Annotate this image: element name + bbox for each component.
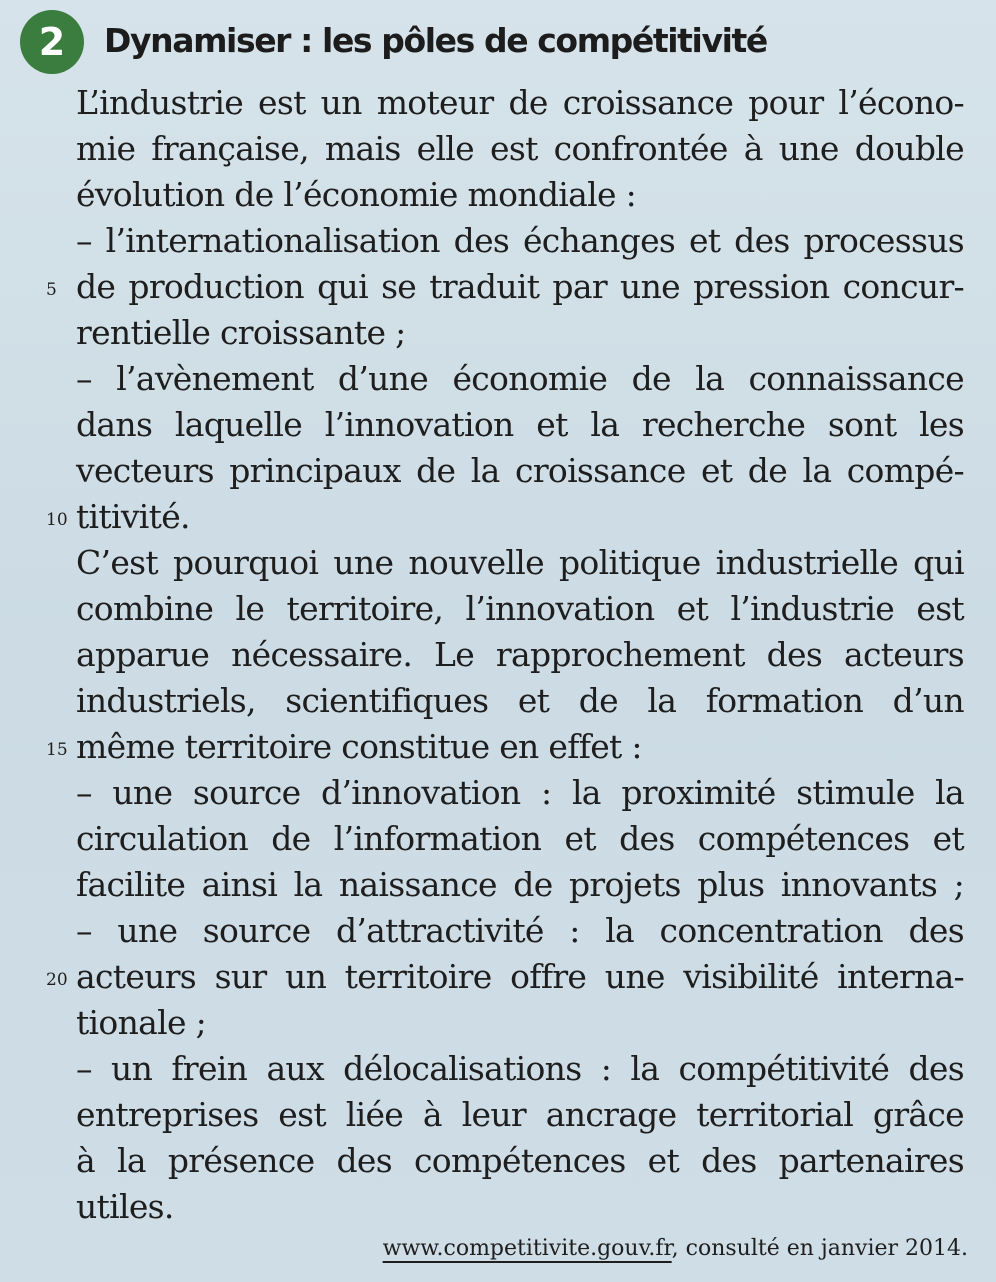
- line-number: 15: [46, 740, 68, 760]
- body-line: acteurs sur un territoire offre une visibilité interna-: [76, 957, 964, 996]
- body-line: tionale ;: [76, 1003, 207, 1042]
- body-line: même territoire constitue en effet :: [76, 727, 642, 766]
- body-line: facilite ainsi la naissance de projets plus innovants ;: [76, 865, 964, 904]
- body-line: mie française, mais elle est confrontée à une double: [76, 129, 964, 168]
- body-line: apparue nécessaire. Le rapprochement des acteurs: [76, 635, 964, 674]
- body-line: évolution de l’économie mondiale :: [76, 175, 636, 214]
- body-line: combine le territoire, l’innovation et l’industrie est: [76, 589, 964, 628]
- source-url[interactable]: www.competitivite.gouv.fr: [382, 1236, 672, 1261]
- line-number: 5: [46, 280, 57, 300]
- body-line: – l’avènement d’une économie de la connaissance: [76, 359, 964, 398]
- body-line: L’industrie est un moteur de croissance pour l’écono-: [76, 83, 964, 122]
- document-title: Dynamiser : les pôles de compétitivité: [104, 21, 767, 60]
- body-line: titivité.: [76, 497, 190, 536]
- body-line: – l’internationalisation des échanges et des processus: [76, 221, 964, 260]
- body-line: industriels, scientifiques et de la formation d’un: [76, 681, 964, 720]
- body-line: – une source d’innovation : la proximité stimule la: [76, 773, 964, 812]
- source-suffix: , consulté en janvier 2014.: [671, 1236, 968, 1261]
- body-line: de production qui se traduit par une pression concur-: [76, 267, 964, 306]
- body-line: à la présence des compétences et des partenaires: [76, 1141, 964, 1180]
- source-citation: [280, 1232, 968, 1266]
- body-line: dans laquelle l’innovation et la recherche sont les: [76, 405, 964, 444]
- body-line: circulation de l’information et des compétences et: [76, 819, 964, 858]
- body-line: utiles.: [76, 1187, 174, 1226]
- line-number: 20: [46, 970, 68, 990]
- body-line: C’est pourquoi une nouvelle politique industrielle qui: [76, 543, 964, 582]
- body-line: rentielle croissante ;: [76, 313, 406, 352]
- body-line: entreprises est liée à leur ancrage territorial grâce: [76, 1095, 964, 1134]
- body-line: vecteurs principaux de la croissance et de la compé-: [76, 451, 964, 490]
- document-number-badge: 2: [20, 10, 84, 74]
- body-line: – un frein aux délocalisations : la compétitivité des: [76, 1049, 964, 1088]
- line-number: 10: [46, 510, 68, 530]
- body-line: – une source d’attractivité : la concentration des: [76, 911, 964, 950]
